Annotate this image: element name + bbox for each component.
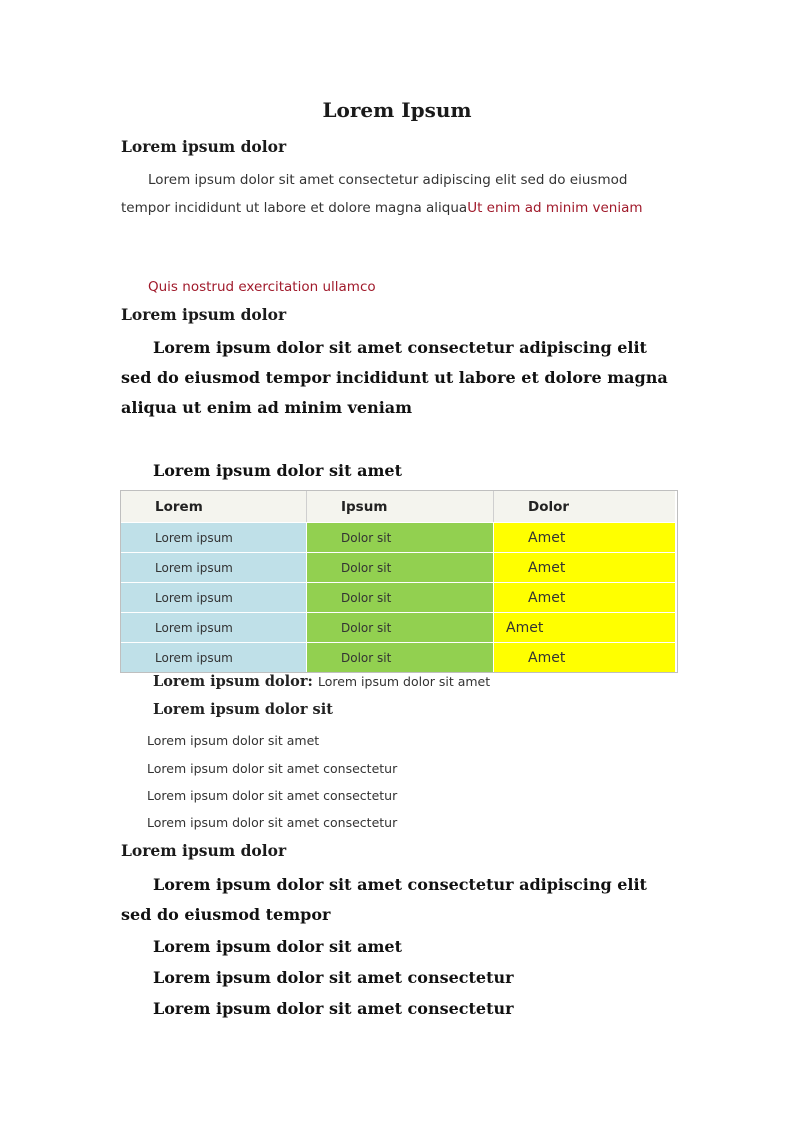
same-form-label: Lorem ipsum dolor: bbox=[153, 673, 313, 690]
same-form-line bbox=[153, 671, 709, 690]
table-cell: Amet bbox=[494, 643, 675, 672]
nationality-line: Lorem ipsum dolor sit amet bbox=[147, 733, 320, 748]
table-cell: Amet bbox=[494, 613, 675, 642]
section-03-method: Lorem ipsum dolor sit amet bbox=[153, 937, 402, 956]
table-cell: Lorem ipsum bbox=[121, 643, 307, 672]
section-03-example: Lorem ipsum dolor sit amet consectetur bbox=[153, 999, 514, 1018]
section-heading-03: Lorem ipsum dolor bbox=[121, 841, 287, 860]
table-cell: Amet bbox=[494, 553, 675, 582]
section-01-paragraph bbox=[121, 166, 677, 222]
table-row bbox=[121, 522, 677, 552]
section-heading-02: Lorem ipsum dolor bbox=[121, 305, 287, 324]
table-cell: Dolor sit bbox=[307, 613, 494, 642]
table-row bbox=[121, 612, 677, 642]
section-01-paragraph-text: Lorem ipsum dolor sit amet consectetur adipiscing elit sed do eiusmod tempor incididunt ut labore et dolore magna aliqua bbox=[121, 172, 628, 216]
nationality-line: Lorem ipsum dolor sit amet consectetur bbox=[147, 815, 398, 830]
table-cell: Dolor sit bbox=[307, 553, 494, 582]
table-cell: Lorem ipsum bbox=[121, 613, 307, 642]
section-03-mnemonic: Lorem ipsum dolor sit amet consectetur bbox=[153, 968, 514, 987]
section-heading-01: Lorem ipsum dolor bbox=[121, 137, 287, 156]
table-header-row bbox=[121, 491, 677, 522]
table-row bbox=[121, 552, 677, 582]
table-row bbox=[121, 642, 677, 672]
section-03-paragraph: Lorem ipsum dolor sit amet consectetur adipiscing elit sed do eiusmod tempor bbox=[121, 875, 647, 924]
nationality-heading: Lorem ipsum dolor sit bbox=[153, 701, 333, 718]
section-01-tip: Quis nostrud exercitation ullamco bbox=[148, 279, 376, 295]
nationality-line: Lorem ipsum dolor sit amet consectetur bbox=[147, 761, 398, 776]
table-cell: Amet bbox=[494, 523, 675, 552]
table-cell: Dolor sit bbox=[307, 643, 494, 672]
page-title: Lorem Ipsum bbox=[322, 98, 472, 122]
table-cell: Lorem ipsum bbox=[121, 583, 307, 612]
section-01-paragraph-highlight: Ut enim ad minim veniam bbox=[467, 200, 643, 216]
table-caption: Lorem ipsum dolor sit amet bbox=[153, 461, 402, 480]
table-cell: Amet bbox=[494, 583, 675, 612]
section-02-paragraph: Lorem ipsum dolor sit amet consectetur adipiscing elit sed do eiusmod tempor incididunt ut labore et dolore magna aliqua ut enim ad minim veniam bbox=[121, 338, 668, 417]
table-header-cell: Ipsum bbox=[307, 491, 494, 522]
nationality-line: Lorem ipsum dolor sit amet consectetur bbox=[147, 788, 398, 803]
table-cell: Dolor sit bbox=[307, 583, 494, 612]
table-header-cell: Lorem bbox=[121, 491, 307, 522]
same-form-examples: Lorem ipsum dolor sit amet bbox=[317, 674, 491, 689]
table-cell: Dolor sit bbox=[307, 523, 494, 552]
table-cell: Lorem ipsum bbox=[121, 523, 307, 552]
plural-table bbox=[120, 490, 678, 673]
table-row bbox=[121, 582, 677, 612]
table-header-cell: Dolor bbox=[494, 491, 675, 522]
table-cell: Lorem ipsum bbox=[121, 553, 307, 582]
